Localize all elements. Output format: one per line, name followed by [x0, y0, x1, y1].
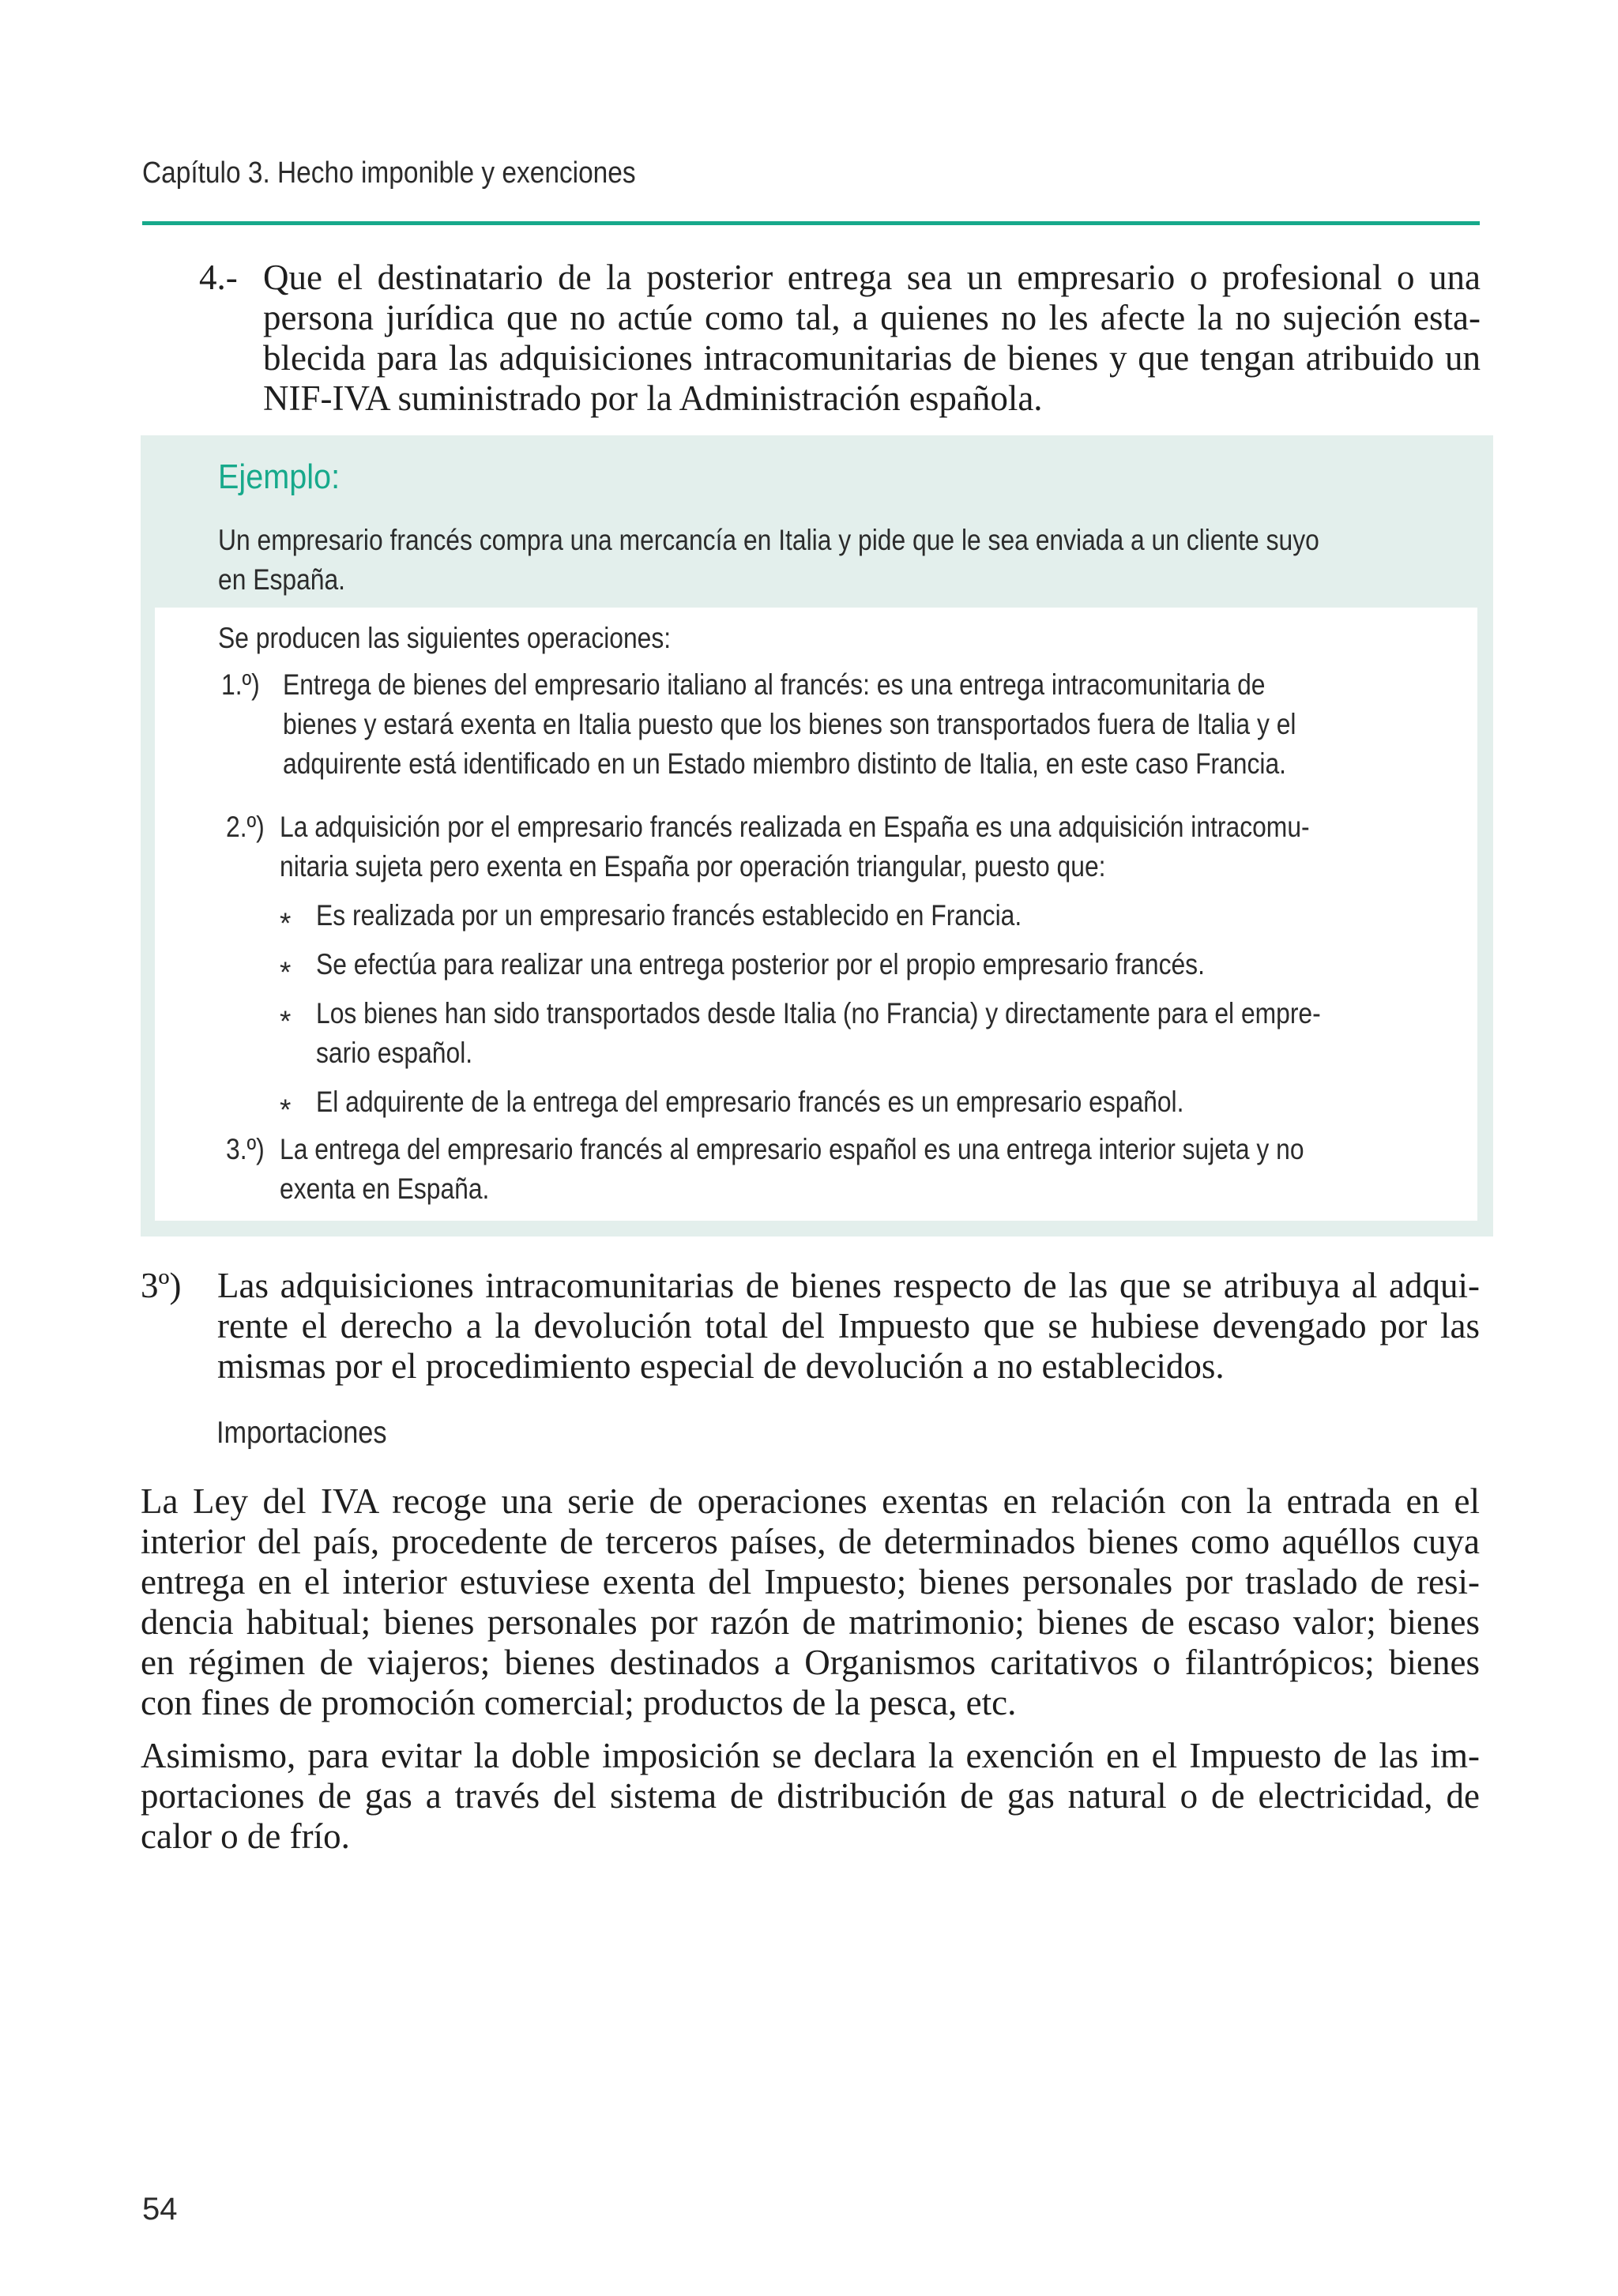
item4-line: blecida para las adquisiciones intracomunitarias de bienes y que tengan atribuido un — [263, 338, 1481, 378]
item3-line: rente el derecho a la devolución total del Impuesto que se hubiese devengado por las — [217, 1306, 1480, 1346]
bullet-line: sario español. — [316, 1037, 473, 1069]
paragraph-line: entrega en el interior estuviese exenta del Impuesto; bienes personales por traslado de resi- — [141, 1562, 1480, 1602]
running-header: Capítulo 3. Hecho imponible y exenciones — [142, 156, 636, 190]
paragraph-line: en régimen de viajeros; bienes destinados a Organismos caritativos o filantrópicos; bienes — [141, 1643, 1480, 1682]
paragraph-line: portaciones de gas a través del sistema de distribución de gas natural o de electricidad, de — [141, 1776, 1480, 1816]
op3-line: exenta en España. — [280, 1172, 490, 1205]
item3-line: Las adquisiciones intracomunitarias de bienes respecto de las que se atribuya al adqui- — [217, 1266, 1480, 1305]
bullet-line: El adquirente de la entrega del empresario francés es un empresario español. — [316, 1086, 1184, 1118]
bullet-mark: * — [280, 1093, 292, 1126]
paragraph-line: Asimismo, para evitar la doble imposición se declara la exención en el Impuesto de las im- — [141, 1736, 1480, 1775]
paragraph-line: interior del país, procedente de terceros países, de determinados bienes como aquéllos cuya — [141, 1522, 1480, 1561]
paragraph-line: La Ley del IVA recoge una serie de operaciones exentas en relación con la entrada en el — [141, 1481, 1480, 1521]
op2-line: La adquisición por el empresario francés realizada en España es una adquisición intracomu- — [280, 811, 1310, 843]
paragraph-line: dencia habitual; bienes personales por razón de matrimonio; bienes de escaso valor; bienes — [141, 1602, 1480, 1642]
item4-line: persona jurídica que no actúe como tal, a quienes no les afecte la no sujeción esta- — [263, 298, 1481, 337]
example-intro-line: en España. — [218, 563, 346, 596]
page-number: 54 — [142, 2192, 178, 2226]
item4-line: Que el destinatario de la posterior entrega sea un empresario o profesional o una — [263, 258, 1481, 297]
section-heading: Importaciones — [216, 1416, 387, 1450]
bullet-mark: * — [280, 956, 292, 988]
op2-number: 2.º) — [226, 811, 265, 843]
op3-line: La entrega del empresario francés al empresario español es una entrega interior sujeta y no — [280, 1133, 1304, 1165]
bullet-mark: * — [280, 1005, 292, 1037]
list-item-3 — [141, 1266, 1480, 1387]
ops-heading: Se producen las siguientes operaciones: — [218, 622, 672, 654]
bullet-line: Los bienes han sido transportados desde Italia (no Francia) y directamente para el empre- — [316, 997, 1321, 1029]
paragraph-line: con fines de promoción comercial; productos de la pesca, etc. — [141, 1683, 1017, 1722]
item3-line: mismas por el procedimiento especial de devolución a no establecidos. — [217, 1346, 1225, 1386]
item-number: 3º) — [141, 1266, 182, 1305]
example-intro-line: Un empresario francés compra una mercancía en Italia y pide que le sea enviada a un cliente suyo — [218, 524, 1319, 556]
op1-line: bienes y estará exenta en Italia puesto que los bienes son transportados fuera de Italia y el — [283, 708, 1296, 740]
paragraph-line: calor o de frío. — [141, 1816, 350, 1856]
paragraph — [141, 1736, 1480, 1857]
bullet-mark: * — [280, 907, 292, 939]
op2-line: nitaria sujeta pero exenta en España por operación triangular, puesto que: — [280, 850, 1106, 883]
list-item-4 — [199, 258, 1481, 419]
header-rule — [142, 221, 1480, 225]
example-title: Ejemplo: — [218, 457, 341, 496]
bullet-line: Es realizada por un empresario francés establecido en Francia. — [316, 899, 1022, 932]
op1-line: Entrega de bienes del empresario italiano al francés: es una entrega intracomunitaria de — [283, 668, 1266, 701]
paragraph — [141, 1481, 1480, 1723]
op3-number: 3.º) — [226, 1133, 265, 1165]
item-number: 4.- — [199, 258, 238, 297]
op1-number: 1.º) — [221, 668, 260, 701]
bullet-line: Se efectúa para realizar una entrega posterior por el propio empresario francés. — [316, 948, 1205, 981]
item4-line: NIF-IVA suministrado por la Administración española. — [263, 378, 1043, 418]
op1-line: adquirente está identificado en un Estado miembro distinto de Italia, en este caso Francia. — [283, 747, 1287, 780]
example-box — [141, 435, 1493, 1236]
